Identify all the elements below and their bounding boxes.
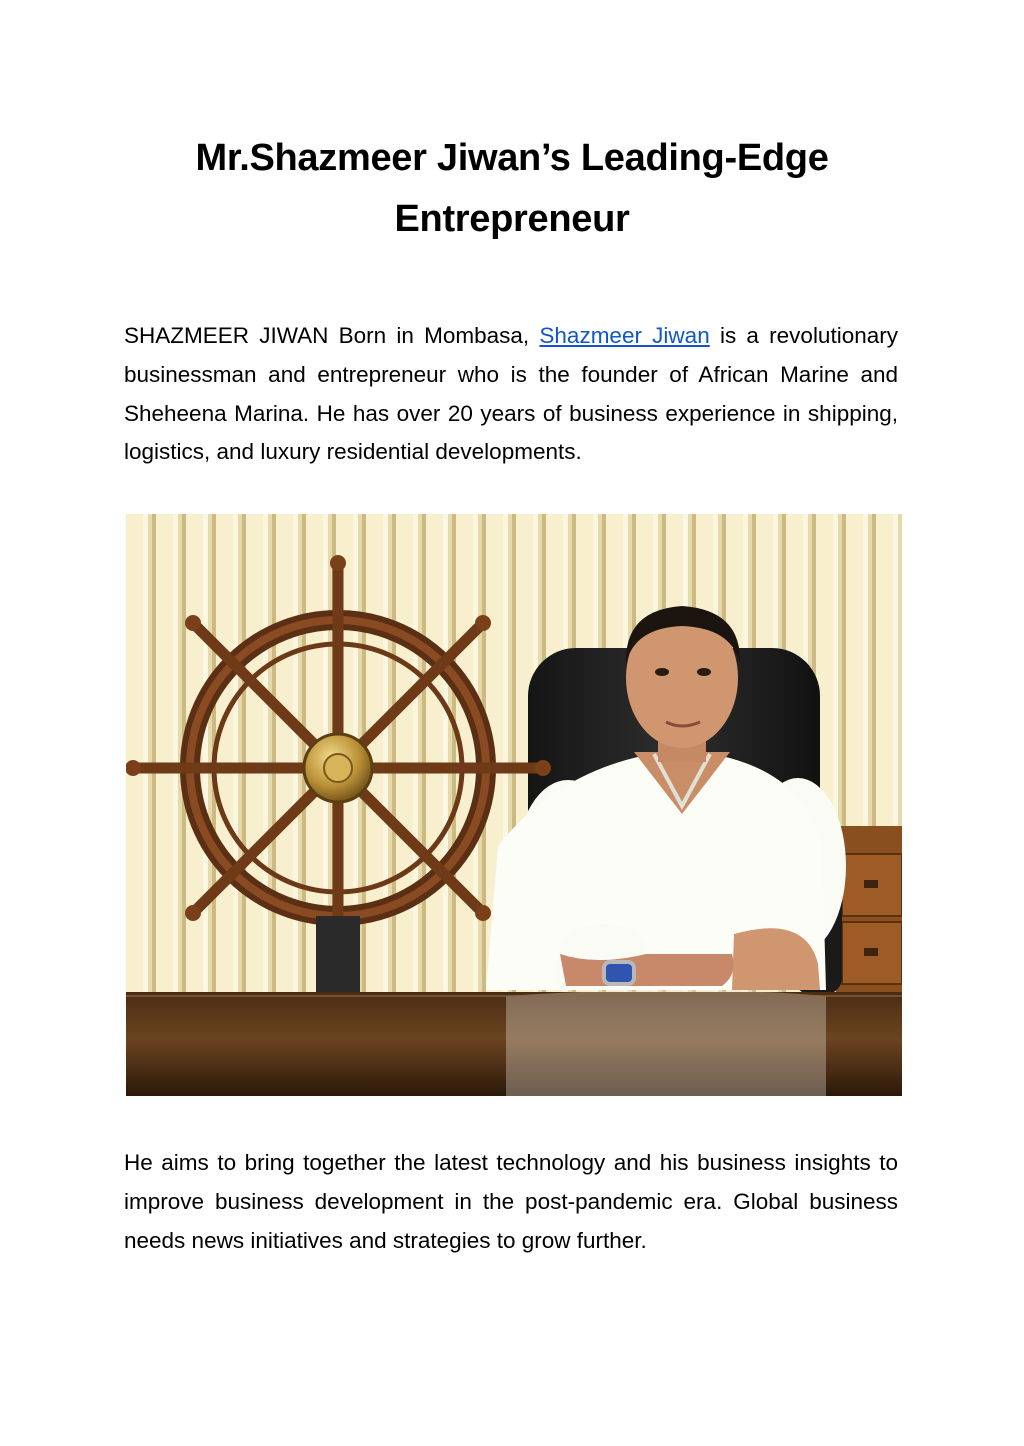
entrepreneur-photo [126, 514, 902, 1096]
page-title: Mr.Shazmeer Jiwan’s Leading-Edge Entrepreneur [195, 137, 829, 240]
desk-reflection [506, 990, 826, 1096]
wheel-pedestal [316, 916, 360, 996]
closing-paragraph: He aims to bring together the latest technology and his business insights to improve business development in the post-pandemic era. Global business needs news initiatives and strategies to grow further. [124, 1150, 898, 1253]
intro-tail-text: is a revolutionary businessman and entrepreneur who is the founder of African Marine and Sheheena Marina. He has over 20 years of business experience in shipping, logistics, and luxury residential developments. [124, 323, 898, 465]
wooden-cabinet [836, 826, 902, 1006]
intro-lead-text: SHAZMEER JIWAN Born in Mombasa, [124, 323, 530, 348]
shazmeer-jiwan-link[interactable]: Shazmeer Jiwan [539, 323, 710, 348]
intro-paragraph [124, 317, 898, 472]
